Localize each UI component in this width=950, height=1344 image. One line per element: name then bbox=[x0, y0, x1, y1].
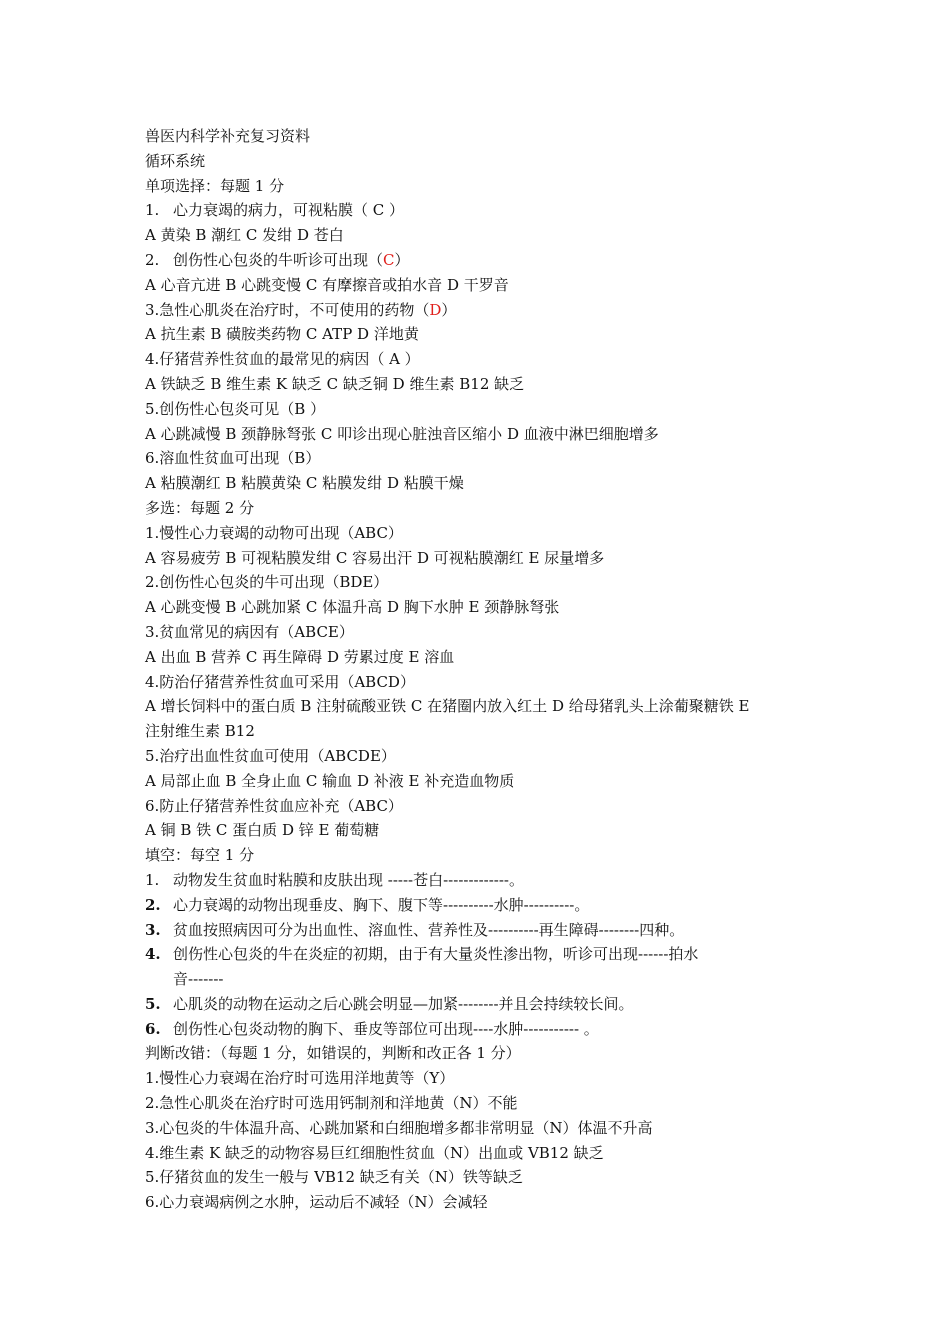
single-q3 bbox=[145, 298, 825, 323]
fill-q4-cont: 音------- bbox=[173, 970, 224, 989]
judge-q4: 4.维生素 K 缺乏的动物容易巨红细胞性贫血（N）出血或 VB12 缺乏 bbox=[145, 1143, 604, 1162]
judge-header: 判断改错：（每题 1 分，如错误的，判断和改正各 1 分） bbox=[145, 1044, 521, 1063]
multi-q4-options: A 增长饲料中的蛋白质 B 注射硫酸亚铁 C 在猪圈内放入红土 D 给母猪乳头上涂葡聚糖铁 E bbox=[145, 697, 750, 716]
answer-red: D bbox=[429, 300, 442, 319]
multi-q2: 2.创伤性心包炎的牛可出现（BDE） bbox=[145, 573, 389, 592]
q-text: 创伤性心包炎动物的胸下、垂皮等部位可出现----水肿----------- 。 bbox=[173, 1019, 599, 1038]
q-text-end: ） bbox=[394, 250, 410, 269]
multi-q5: 5.治疗出血性贫血可使用（ABCDE） bbox=[145, 746, 396, 765]
single-q6-options: A 粘膜潮红 B 粘膜黄染 C 粘膜发绀 D 粘膜干燥 bbox=[145, 474, 464, 493]
multi-q2-options: A 心跳变慢 B 心跳加紧 C 体温升高 D 胸下水肿 E 颈静脉弩张 bbox=[145, 598, 560, 617]
q-number: 5. bbox=[145, 994, 161, 1013]
single-q1 bbox=[145, 198, 825, 223]
single-q6: 6.溶血性贫血可出现（B） bbox=[145, 449, 321, 468]
single-q4-options: A 铁缺乏 B 维生素 K 缺乏 C 缺乏铜 D 维生素 B12 缺乏 bbox=[145, 374, 525, 393]
q-text: 心力衰竭的动物出现垂皮、胸下、腹下等----------水肿----------。 bbox=[173, 895, 590, 914]
single-q3-options: A 抗生素 B 磺胺类药物 C ATP D 洋地黄 bbox=[145, 325, 419, 344]
single-q5-options: A 心跳减慢 B 颈静脉弩张 C 叩诊出现心脏浊音区缩小 D 血液中淋巴细胞增多 bbox=[145, 424, 659, 443]
q-text: 心力衰竭的病力，可视粘膜（ C ） bbox=[173, 201, 405, 220]
multi-q4: 4.防治仔猪营养性贫血可采用（ABCD） bbox=[145, 672, 415, 691]
judge-q6: 6.心力衰竭病例之水肿，运动后不减轻（N）会减轻 bbox=[145, 1193, 488, 1212]
q-text: 创伤性心包炎的牛在炎症的初期，由于有大量炎性渗出物，听诊可出现------拍水 bbox=[173, 945, 699, 964]
fill-q1 bbox=[145, 868, 825, 893]
fill-q5 bbox=[145, 992, 825, 1017]
single-q4: 4.仔猪营养性贫血的最常见的病因（ A ） bbox=[145, 350, 420, 369]
judge-q5: 5.仔猪贫血的发生一般与 VB12 缺乏有关（N）铁等缺乏 bbox=[145, 1168, 523, 1187]
multi-q1-options: A 容易疲劳 B 可视粘膜发绀 C 容易出汗 D 可视粘膜潮红 E 尿量增多 bbox=[145, 548, 605, 567]
q-text: 3.急性心肌炎在治疗时，不可使用的药物（ bbox=[145, 300, 430, 319]
q-number: 4. bbox=[145, 945, 161, 964]
q-text: 心肌炎的动物在运动之后心跳会明显—加紧--------并且会持续较长间。 bbox=[173, 994, 634, 1013]
q-number: 6. bbox=[145, 1019, 161, 1038]
q-text: 动物发生贫血时粘膜和皮肤出现 -----苍白-------------。 bbox=[173, 870, 525, 889]
multi-q3-options: A 出血 B 营养 C 再生障碍 D 劳累过度 E 溶血 bbox=[145, 647, 455, 666]
single-q5: 5.创伤性心包炎可见（B ） bbox=[145, 399, 326, 418]
multi-q4-options-cont: 注射维生素 B12 bbox=[145, 722, 255, 741]
answer-red: C bbox=[383, 250, 395, 269]
multi-q5-options: A 局部止血 B 全身止血 C 输血 D 补液 E 补充造血物质 bbox=[145, 771, 515, 790]
q-text-end: ） bbox=[441, 300, 457, 319]
doc-title: 兽医内科学补充复习资料 bbox=[145, 127, 311, 145]
q-number: 1. bbox=[145, 201, 160, 220]
single-q2-options: A 心音亢进 B 心跳变慢 C 有摩擦音或拍水音 D 干罗音 bbox=[145, 275, 509, 294]
fill-header: 填空：每空 1 分 bbox=[145, 846, 255, 865]
single-q1-options: A 黄染 B 潮红 C 发绀 D 苍白 bbox=[145, 226, 344, 245]
q-number: 1. bbox=[145, 870, 160, 889]
multi-q1: 1.慢性心力衰竭的动物可出现（ABC） bbox=[145, 523, 403, 542]
q-number: 3. bbox=[145, 920, 161, 939]
multi-q6-options: A 铜 B 铁 C 蛋白质 D 锌 E 葡萄糖 bbox=[145, 821, 380, 840]
fill-q6 bbox=[145, 1017, 825, 1042]
multi-choice-header: 多选：每题 2 分 bbox=[145, 498, 255, 517]
q-number: 2. bbox=[145, 895, 161, 914]
q-number: 2. bbox=[145, 250, 160, 269]
multi-q6: 6.防止仔猪营养性贫血应补充（ABC） bbox=[145, 796, 403, 815]
fill-q2 bbox=[145, 893, 825, 918]
document-page bbox=[145, 124, 825, 1215]
judge-q1: 1.慢性心力衰竭在治疗时可选用洋地黄等（Y） bbox=[145, 1069, 455, 1088]
single-choice-header: 单项选择：每题 1 分 bbox=[145, 176, 285, 195]
section-title: 循环系统 bbox=[145, 151, 206, 170]
q-text: 贫血按照病因可分为出血性、溶血性、营养性及----------再生障碍--------四种。 bbox=[173, 920, 685, 939]
fill-q4 bbox=[145, 942, 825, 967]
fill-q3 bbox=[145, 918, 825, 943]
multi-q3: 3.贫血常见的病因有（ABCE） bbox=[145, 622, 354, 641]
single-q2 bbox=[145, 248, 825, 273]
q-text: 创伤性心包炎的牛听诊可出现（ bbox=[173, 250, 384, 269]
judge-q3: 3.心包炎的牛体温升高、心跳加紧和白细胞增多都非常明显（N）体温不升高 bbox=[145, 1118, 653, 1137]
judge-q2: 2.急性心肌炎在治疗时可选用钙制剂和洋地黄（N）不能 bbox=[145, 1094, 518, 1113]
